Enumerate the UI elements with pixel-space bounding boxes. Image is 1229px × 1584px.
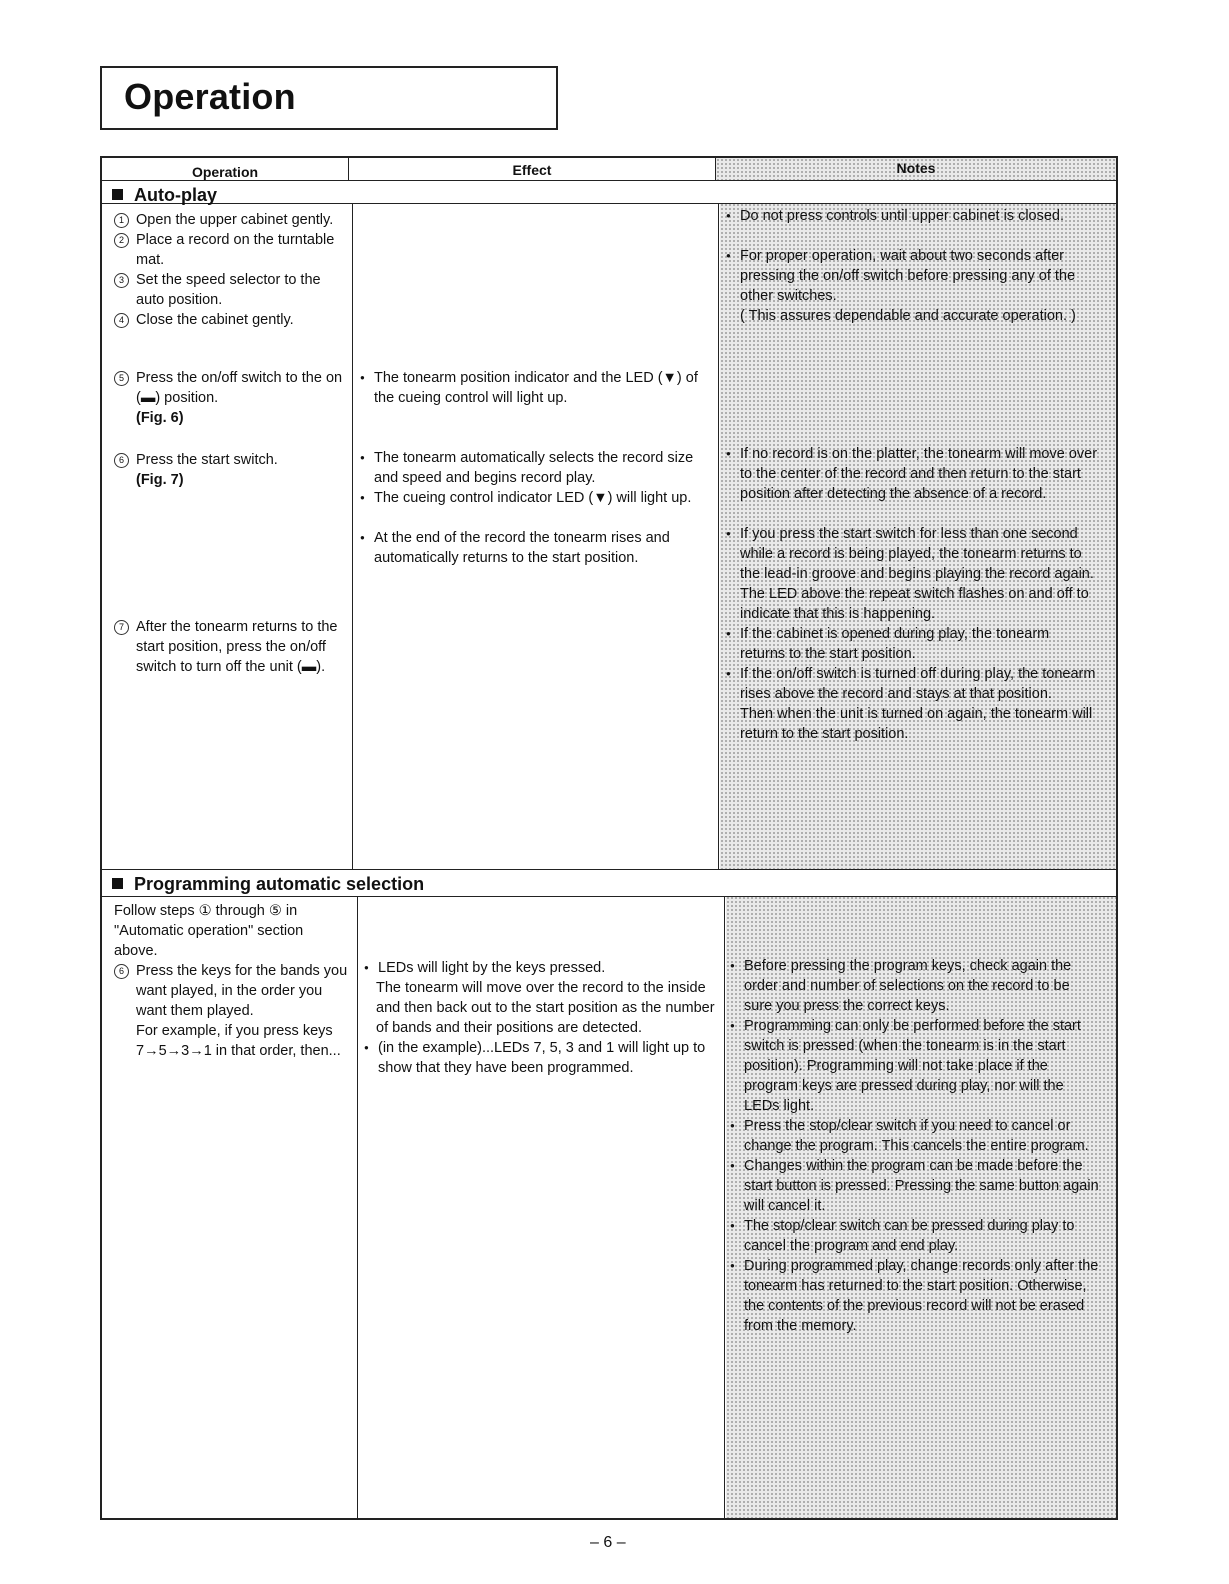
section2-notes — [730, 956, 1100, 1336]
circled-number-icon: 2 — [114, 233, 129, 248]
section2-top-divider — [100, 869, 1118, 870]
step-3 — [114, 270, 344, 310]
note-item: ● Press the stop/clear switch if you need to cancel or change the program. This cancels the entire program. — [730, 1116, 1100, 1156]
col-divider-1-s1 — [352, 203, 353, 869]
note-item: ● If no record is on the platter, the tonearm will move over to the center of the record and then return to the start position after detecting the absence of a record. — [726, 444, 1098, 504]
note-item: ● Changes within the program can be made before the start button is pressed. Pressing the same button again will cancel it. — [730, 1156, 1100, 1216]
step-6 — [114, 450, 344, 490]
note-continuation: ( This assures dependable and accurate operation. ) — [740, 308, 1076, 324]
section2-operation — [114, 901, 350, 1061]
step-7 — [114, 617, 344, 677]
section1-heading-divider — [100, 203, 1118, 204]
step-text: Place a record on the turntable mat. — [136, 232, 335, 268]
header-operation: Operation — [191, 164, 259, 180]
section1-heading-text: Auto-play — [134, 185, 217, 205]
note-item: ● The stop/clear switch can be pressed during play to cancel the program and end play. — [730, 1216, 1100, 1256]
step-6-program — [114, 961, 350, 1061]
note-item: ● During programmed play, change records only after the tonearm has returned to the start position. Otherwise, the contents of the previous record will not be erased from the memory. — [730, 1256, 1100, 1336]
circled-number-icon: 3 — [114, 273, 129, 288]
section1-notes-b — [726, 444, 1098, 744]
col-divider-1-s2 — [357, 896, 358, 1518]
col-divider-2-s2 — [724, 896, 725, 1518]
section2-effects — [364, 958, 720, 1078]
section1-effect-1 — [360, 368, 712, 408]
header-effect: Effect — [512, 162, 552, 178]
section-heading-auto-play — [112, 185, 217, 206]
section1-effect-2 — [360, 448, 715, 568]
circled-number-icon: 5 — [114, 371, 129, 386]
effect-item: ● The cueing control indicator LED (▼) will light up. — [360, 488, 715, 508]
effect-item: ● At the end of the record the tonearm rises and automatically returns to the start position. — [360, 528, 715, 568]
circled-number-icon: 6 — [114, 453, 129, 468]
figure-reference: (Fig. 7) — [136, 472, 184, 488]
note-continuation: Then when the unit is turned on again, the tonearm will return to the start position. — [740, 706, 1093, 742]
section2-heading-text: Programming automatic selection — [134, 874, 425, 894]
circled-number-icon: 1 — [114, 213, 129, 228]
figure-reference: (Fig. 6) — [136, 410, 184, 426]
title-box — [100, 66, 558, 130]
note-item: ● Before pressing the program keys, check again the order and number of selections on the record to be sure you press the correct keys. — [730, 956, 1100, 1016]
section2-heading-divider — [100, 896, 1118, 897]
header-notes: Notes — [896, 160, 936, 176]
section1-steps-a — [114, 210, 344, 330]
header-divider — [100, 180, 1118, 181]
circled-number-icon: 7 — [114, 620, 129, 635]
section1-notes-a — [726, 206, 1098, 326]
note-item: ● Do not press controls until upper cabinet is closed. — [726, 206, 1098, 226]
note-item: ● If you press the start switch for less than one second while a record is being played, the tonearm returns to the lead-in groove and begins playing the record again. The LED above the repeat switch flashes on and off to indicate that this is happening. — [726, 524, 1098, 624]
step-5 — [114, 368, 344, 428]
note-item: ● If the cabinet is opened during play, the tonearm returns to the start position. — [726, 624, 1098, 664]
col-divider-2-s1 — [718, 203, 719, 869]
step-text: Open the upper cabinet gently. — [136, 212, 334, 228]
effect-item: ● The tonearm automatically selects the record size and speed and begins record play. — [360, 448, 715, 488]
circled-number-icon: 4 — [114, 313, 129, 328]
step-text: Press the keys for the bands you want played, in the order you want them played. — [136, 963, 348, 1019]
page-number: – 6 – — [590, 1534, 626, 1551]
section1-step-7 — [114, 617, 344, 677]
step-2 — [114, 230, 344, 270]
note-item: ● If the on/off switch is turned off during play, the tonearm rises above the record and stays at that position. — [726, 664, 1098, 704]
note-item: ● Programming can only be performed before the start switch is pressed (when the tonearm is in the start position). Programming will not take place if the program keys are pressed during play, nor will the LEDs light. — [730, 1016, 1100, 1116]
step-text: After the tonearm returns to the start position, press the on/off switch to turn off the unit (▬). — [136, 619, 338, 675]
square-bullet-icon — [112, 189, 123, 200]
section-heading-programming — [112, 874, 424, 895]
square-bullet-icon — [112, 878, 123, 889]
section2-intro: Follow steps ① through ⑤ in "Automatic operation" section above. — [114, 903, 304, 959]
effect-continuation: The tonearm will move over the record to the inside and then back out to the start position as the number of bands and their positions are detected. — [376, 980, 715, 1036]
section1-step-6 — [114, 450, 344, 490]
step-text: Press the start switch. — [136, 452, 278, 468]
effect-item: ● LEDs will light by the keys pressed. — [364, 958, 720, 978]
effect-item: ● The tonearm position indicator and the LED (▼) of the cueing control will light up. — [360, 368, 712, 408]
effect-item: ● (in the example)...LEDs 7, 5, 3 and 1 will light up to show that they have been programmed. — [364, 1038, 720, 1078]
note-item: ● For proper operation, wait about two seconds after pressing the on/off switch before pressing any of the other switches. — [726, 246, 1098, 306]
circled-number-icon: 6 — [114, 964, 129, 979]
page-title: Operation — [124, 76, 296, 117]
step-text: Press the on/off switch to the on (▬) position. — [136, 370, 343, 406]
step-text: Close the cabinet gently. — [136, 312, 294, 328]
step-1 — [114, 210, 344, 230]
step-4 — [114, 310, 344, 330]
section1-step-5 — [114, 368, 344, 428]
step-text: Set the speed selector to the auto position. — [136, 272, 321, 308]
example-text: For example, if you press keys 7→5→3→1 in that order, then... — [136, 1023, 341, 1059]
